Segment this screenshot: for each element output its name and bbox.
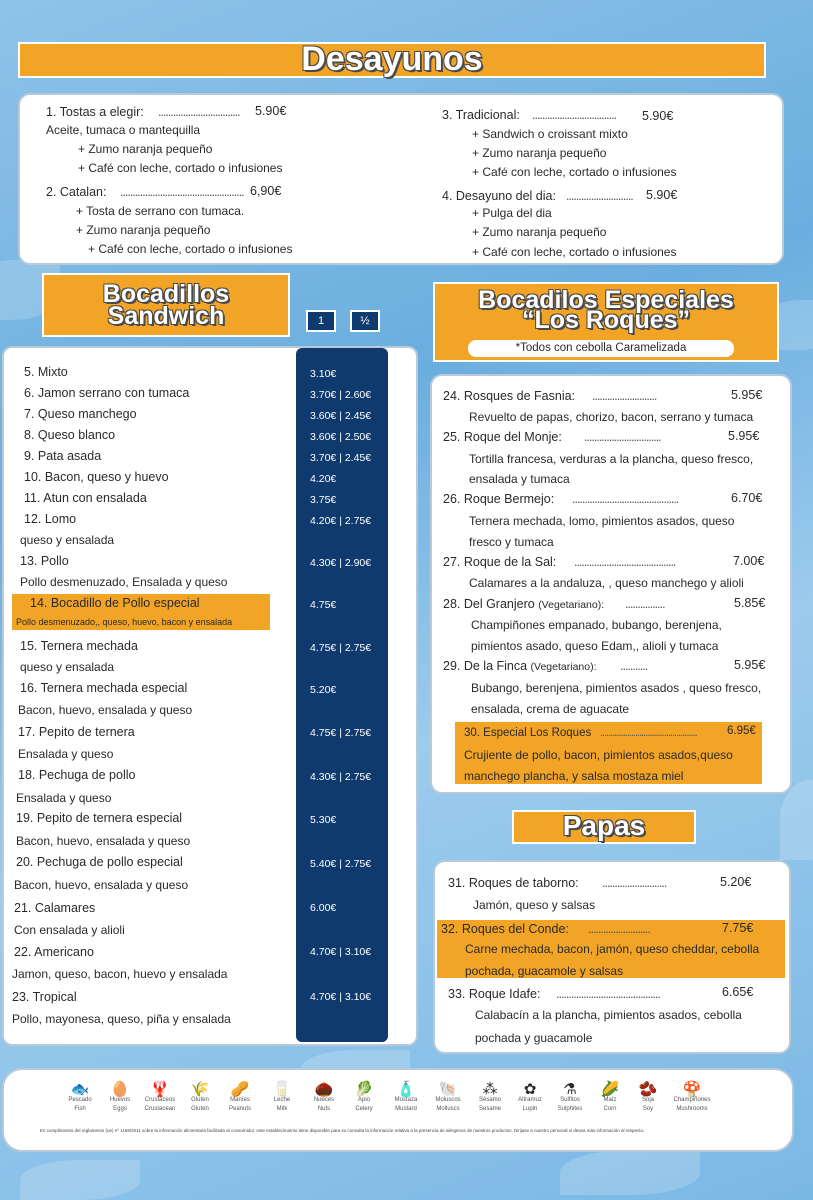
item-line: Aceite, tumaca o mantequilla (46, 123, 201, 137)
crustacean-icon: 🦞 (150, 1081, 170, 1098)
item-name (443, 596, 604, 613)
item-price: 3.70€ | 2.45€ (310, 452, 372, 464)
item-line: pimientos asado, queso Edam,, alioli y tumaca (471, 639, 719, 653)
item-line: Calamares a la andaluza, , queso manchego y alioli (469, 576, 744, 590)
item-name: 31. Roques de taborno: (448, 876, 579, 890)
item-name: 7. Queso manchego (24, 407, 137, 421)
corn-icon: 🌽 (600, 1081, 620, 1098)
dot-leader: ................ (625, 597, 665, 611)
item-line: + Zumo naranja pequeño (76, 223, 211, 237)
item-name-text: 29. De la Finca (443, 659, 531, 673)
item-desc: Bacon, huevo, ensalada y queso (16, 834, 191, 848)
allergen-label: Champiñones (673, 1097, 711, 1103)
desayunos-title: Desayunos (18, 42, 766, 78)
dot-leader: .......................... (592, 389, 657, 403)
allergen-label: Altramuz (518, 1097, 542, 1103)
item-price: 4.20€ | 2.75€ (310, 515, 372, 527)
item-price: 4.30€ | 2.90€ (310, 557, 372, 569)
allergen-label-en: Mustard (395, 1106, 417, 1112)
item-name: 21. Calamares (14, 901, 96, 915)
item-name: 20. Pechuga de pollo especial (16, 855, 183, 869)
item-line: + Café con leche, cortado o infusiones (472, 245, 677, 259)
item-name: 9. Pata asada (24, 449, 102, 463)
allergen-label-en: Soy (642, 1106, 654, 1112)
item-price: 5.90€ (646, 188, 678, 202)
item-price: 3.10€ (310, 368, 337, 380)
item-line: + Zumo naranja pequeño (472, 225, 607, 239)
item-price: 7.00€ (733, 554, 765, 568)
item-price: 5.90€ (255, 104, 287, 118)
mustard-icon: 🧴 (396, 1081, 416, 1098)
allergen-label: Gluten (191, 1097, 209, 1103)
item-desc: Bacon, huevo, ensalada y queso (14, 878, 189, 892)
item-name: 11. Atun con ensalada (24, 491, 147, 505)
allergen-label: Pescado (68, 1097, 92, 1103)
item-desc: queso y ensalada (20, 660, 115, 674)
vegetarian-tag: (Vegetariano): (530, 661, 597, 673)
bocadillos-title-line-1: Bocadillos (102, 280, 230, 308)
item-name (443, 658, 597, 675)
item-price: 4.70€ | 3.10€ (310, 991, 372, 1003)
item-line: + Café con leche, cortado o infusiones (78, 161, 283, 175)
item-price: 4.75€ (310, 599, 337, 611)
allergen-label: Mostaza (394, 1097, 418, 1103)
item-line: ensalada y tumaca (469, 472, 570, 486)
allergen-label: Leche (273, 1097, 291, 1103)
allergen-label-en: Peanuts (228, 1106, 252, 1112)
allergen-label: Apio (357, 1097, 370, 1103)
item-line: + Zumo naranja pequeño (472, 146, 607, 160)
item-desc: Bacon, huevo, ensalada y queso (18, 703, 193, 717)
item-name: 14. Bocadillo de Pollo especial (30, 596, 200, 610)
item-name: 22. Americano (14, 945, 94, 959)
item-name: 13. Pollo (20, 554, 69, 568)
size-full-label: 1 (306, 310, 336, 332)
item-price: 3.75€ (310, 494, 337, 506)
item-line: Calabacín a la plancha, pimientos asados, cebolla (475, 1008, 742, 1022)
egg-icon: 🥚 (110, 1081, 130, 1098)
dot-leader: .................................. (532, 108, 617, 122)
item-name: 8. Queso blanco (24, 428, 116, 442)
item-price: 4.70€ | 3.10€ (310, 946, 372, 958)
item-line: + Zumo naranja pequeño (78, 142, 213, 156)
item-price: 7.75€ (722, 921, 754, 935)
size-half-label: ½ (350, 310, 380, 332)
allergen-label-en: Mushrooms (676, 1106, 708, 1112)
item-desc: Jamon, queso, bacon, huevo y ensalada (12, 967, 228, 981)
dot-leader: ............................... (584, 430, 661, 444)
milk-icon: 🥛 (272, 1081, 292, 1098)
dot-leader: ........................................... (572, 492, 679, 506)
item-name: 17. Pepito de ternera (18, 725, 135, 739)
allergen-label-en: Lupin (522, 1106, 538, 1112)
allergen-label-en: Molluscs (436, 1106, 460, 1112)
item-line: Champiñones empanado, bubango, berenjena, (471, 618, 722, 632)
allergen-label: Crustáceos (144, 1097, 176, 1103)
item-desc: Ensalada y queso (18, 747, 114, 761)
soy-icon: 🫘 (638, 1081, 658, 1098)
allergen-label: Moluscos (435, 1097, 461, 1103)
item-price: 6.65€ (722, 985, 754, 999)
especiales-note: *Todos con cebolla Caramelizada (468, 340, 734, 357)
dot-leader: .................................................. (120, 185, 244, 199)
item-name: 25. Roque del Monje: (443, 430, 562, 444)
item-price: 5.40€ | 2.75€ (310, 858, 372, 870)
allergen-label: Maíz (603, 1097, 617, 1103)
item-line: ensalada, crema de aguacate (471, 702, 630, 716)
item-name-text: 28. Del Granjero (443, 597, 539, 611)
allergen-label: Soja (641, 1097, 654, 1103)
item-line: + Café con leche, cortado o infusiones (88, 242, 293, 256)
item-price: 3.60€ | 2.50€ (310, 431, 372, 443)
item-line: pochada, guacamole y salsas (465, 964, 624, 978)
item-desc: Pollo desmenuzado,, queso, huevo, bacon y ensalada (16, 617, 233, 627)
item-line: pochada y guacamole (475, 1031, 593, 1045)
celery-icon: 🥬 (354, 1081, 374, 1098)
especiales-title-line-2: “Los Roques” (521, 306, 691, 334)
allergen-label-en: Fish (74, 1106, 86, 1112)
item-name: 15. Ternera mechada (20, 639, 138, 653)
item-name: 3. Tradicional: (442, 108, 520, 122)
item-name: 5. Mixto (24, 365, 68, 379)
item-price: 4.75€ | 2.75€ (310, 642, 372, 654)
lupin-icon: ✿ (523, 1081, 537, 1098)
item-price: 5.20€ (310, 684, 337, 696)
item-line: manchego plancha, y salsa mostaza miel (464, 769, 684, 783)
allergen-label-en: Crustacean (144, 1106, 176, 1112)
item-line: + Café con leche, cortado o infusiones (472, 165, 677, 179)
item-price: 4.75€ | 2.75€ (310, 727, 372, 739)
papas-title: Papas (512, 810, 696, 844)
item-name: 23. Tropical (12, 990, 77, 1004)
allergen-label-en: Milk (276, 1106, 288, 1112)
fish-icon: 🐟 (70, 1081, 90, 1098)
allergen-label: Sulfitos (560, 1097, 580, 1103)
item-name: 1. Tostas a elegir: (46, 105, 144, 119)
allergen-label-en: Corn (603, 1106, 617, 1112)
item-price: 5.95€ (731, 388, 763, 402)
allergen-label-en: Celery (355, 1106, 373, 1112)
bocadillos-title (42, 273, 290, 337)
item-line: + Tosta de serrano con tumaca. (76, 204, 245, 218)
item-line: Jamón, queso y salsas (473, 898, 596, 912)
allergen-label: Nueces (313, 1097, 335, 1103)
item-name: 16. Ternera mechada especial (20, 681, 188, 695)
dot-leader: ........................... (566, 189, 633, 203)
item-price: 5.95€ (728, 429, 760, 443)
allergen-label-en: Eggs (113, 1106, 127, 1112)
peanut-icon: 🥜 (230, 1081, 250, 1098)
item-price: 6.95€ (727, 725, 756, 737)
mushroom-icon: 🍄 (682, 1081, 702, 1098)
item-price: 5.95€ (734, 658, 766, 672)
item-line: Bubango, berenjena, pimientos asados , queso fresco, (471, 681, 762, 695)
item-price: 3.70€ | 2.60€ (310, 389, 372, 401)
mollusc-icon: 🐚 (438, 1081, 458, 1098)
item-name: 30. Especial Los Roques (464, 727, 592, 739)
allergen-label-en: Nuts (317, 1106, 331, 1112)
item-name: 10. Bacon, queso y huevo (24, 470, 169, 484)
item-price: 5.90€ (642, 109, 674, 123)
item-line: Tortilla francesa, verduras a la plancha, queso fresco, (469, 452, 754, 466)
item-price: 5.85€ (734, 596, 766, 610)
item-name: 27. Roque de la Sal: (443, 555, 557, 569)
item-line: fresco y tumaca (469, 535, 554, 549)
item-line: Ternera mechada, lomo, pimientos asados, queso (469, 514, 735, 528)
item-price: 6.70€ (731, 491, 763, 505)
item-price: 4.30€ | 2.75€ (310, 771, 372, 783)
dot-leader: ........... (620, 659, 648, 673)
item-name: 2. Catalan: (46, 185, 107, 199)
nut-icon: 🌰 (314, 1081, 334, 1098)
item-price: 4.20€ (310, 473, 337, 485)
item-name: 4. Desayuno del dia: (442, 189, 556, 203)
item-name: 24. Rosques de Fasnia: (443, 389, 576, 403)
item-name: 19. Pepito de ternera especial (16, 811, 183, 825)
sulphite-icon: ⚗ (563, 1081, 577, 1098)
item-desc: Ensalada y queso (16, 791, 112, 805)
item-line: + Sandwich o croissant mixto (472, 127, 628, 141)
dot-leader: ......................... (588, 922, 650, 936)
allergen-footnote: En cumplimiento del reglamento (ue) nº 1169/2011 sobre la información alimentaria facilitada al consumidor, este establecimiento tiene disponible para su consulta la información relativa a la presencia de alérgenos de nuestros productos. Dirijase a nuestro personal si desea más información al respecto. (40, 1128, 645, 1133)
item-name: 18. Pechuga de pollo (18, 768, 136, 782)
bocadillos-title-line-2: Sandwich (107, 302, 225, 330)
item-name: 26. Roque Bermejo: (443, 492, 555, 506)
vegetarian-tag: (Vegetariano): (538, 599, 605, 611)
item-line: Carne mechada, bacon, jamón, queso cheddar, cebolla (465, 942, 760, 956)
dot-leader: .......................................... (556, 987, 660, 1001)
sesame-icon: ⁂ (482, 1081, 498, 1098)
dot-leader: ............................................... (600, 727, 697, 739)
allergen-label: Huevos (109, 1097, 131, 1103)
allergen-label: Sésamo (478, 1097, 501, 1103)
allergen-label-en: Sulphites (557, 1106, 583, 1112)
item-line: Crujiente de pollo, bacon, pimientos asados,queso (464, 748, 733, 762)
item-desc: Con ensalada y alioli (14, 923, 125, 937)
item-price: 5.30€ (310, 814, 337, 826)
dot-leader: .......................... (602, 876, 667, 890)
item-desc: Pollo desmenuzado, Ensalada y queso (20, 575, 228, 589)
item-line: Revuelto de papas, chorizo, bacon, serrano y tumaca (469, 410, 754, 424)
item-name: 33. Roque Idafe: (448, 987, 541, 1001)
item-name: 12. Lomo (24, 512, 77, 526)
dot-leader: ................................. (158, 105, 240, 119)
item-price: 5.20€ (720, 875, 752, 889)
item-desc: queso y ensalada (20, 533, 115, 547)
allergen-label: Maníes (230, 1097, 250, 1103)
item-line: + Pulga del dia (472, 206, 552, 220)
item-name: 6. Jamon serrano con tumaca (24, 386, 190, 400)
item-desc: Pollo, mayonesa, queso, piña y ensalada (12, 1012, 231, 1026)
item-name: 32. Roques del Conde: (441, 922, 569, 936)
item-price: 6,90€ (250, 184, 282, 198)
wheat-icon: 🌾 (190, 1081, 210, 1098)
allergen-label-en: Gluten (191, 1106, 209, 1112)
item-price: 6.00€ (310, 902, 337, 914)
especiales-title-line-1: Bocadilos Especiales (478, 286, 734, 314)
item-price: 3.60€ | 2.45€ (310, 410, 372, 422)
dot-leader: ......................................... (574, 555, 676, 569)
allergen-label-en: Sesame (478, 1106, 501, 1112)
